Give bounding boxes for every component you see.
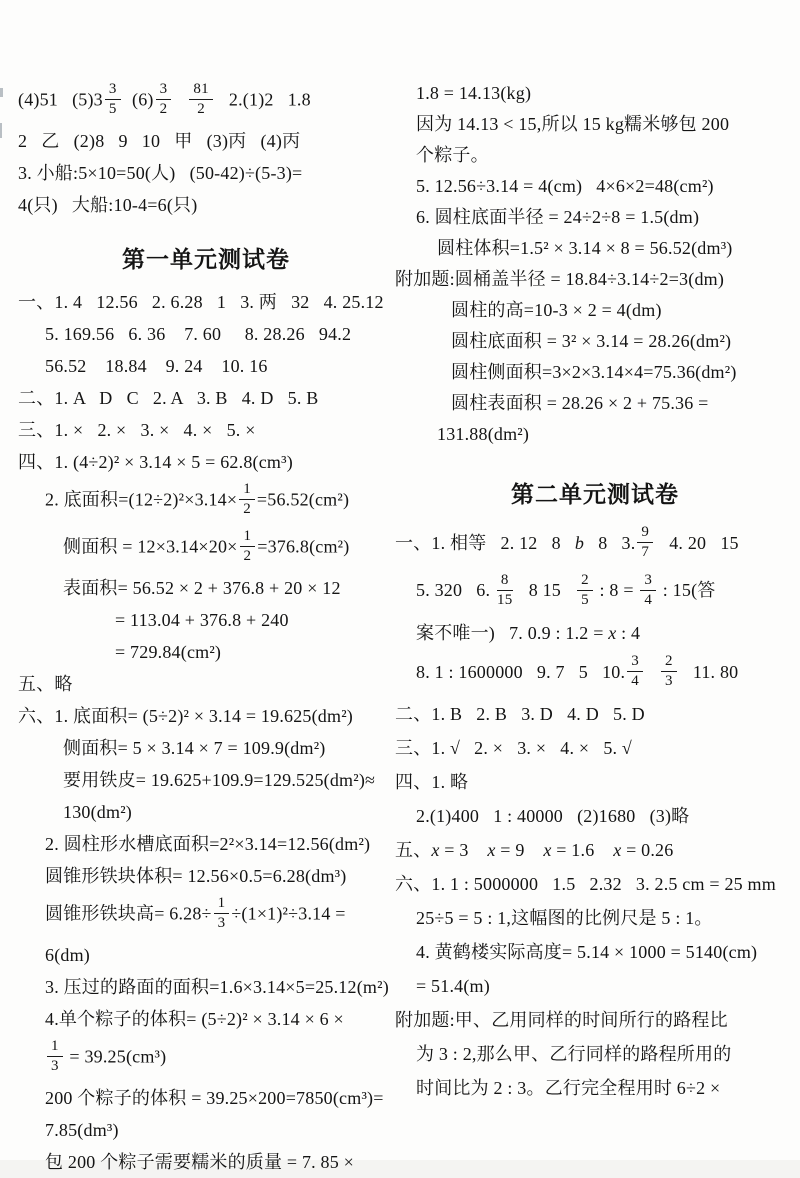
answer-text: 要用铁皮= 19.625+109.9=129.525(dm²)≈ — [63, 770, 376, 790]
answer-text: 4(只) 大船:10-4=6(只) — [18, 195, 198, 215]
answer-line — [15, 939, 397, 971]
answer-line — [395, 969, 795, 1003]
answer-text — [173, 90, 187, 110]
fraction — [637, 524, 653, 561]
fraction — [640, 572, 656, 609]
answer-text: 8 15 — [514, 580, 576, 601]
fraction-denominator: 4 — [631, 673, 639, 690]
fraction-denominator: 3 — [665, 673, 673, 690]
answer-text: 一、1. 4 12.56 2. 6.28 1 3. 两 32 4. 25.12 — [18, 292, 384, 312]
answer-text: 4. 20 15 — [655, 533, 739, 553]
answer-text: 三、1. × 2. × 3. × 4. × 5. × — [18, 420, 256, 440]
answer-text: 2 乙 (2)8 9 10 甲 (3)丙 (4)丙 — [18, 131, 301, 151]
answer-text: 200 个粽子的体积 = 39.25×200=7850(cm³)= — [45, 1088, 384, 1108]
section-heading: 第二单元测试卷 — [511, 482, 679, 507]
answer-line — [15, 764, 397, 796]
answer-line — [395, 521, 795, 568]
answer-line — [15, 318, 397, 350]
answer-line — [15, 414, 397, 446]
answer-text: 130(dm²) — [63, 802, 132, 822]
fraction — [47, 1038, 63, 1075]
fraction-numerator: 1 — [239, 481, 255, 500]
answer-block — [15, 286, 397, 1178]
answer-text: 3. 小船:5×10=50(人) (50-42)÷(5-3)= — [18, 163, 303, 183]
answer-block — [15, 78, 397, 221]
answer-text: 11. 80 — [678, 661, 739, 682]
answer-text: =56.52(cm²) — [256, 489, 350, 510]
answer-line — [395, 935, 795, 969]
answer-text: = 0.26 — [621, 840, 674, 861]
answer-line — [395, 295, 795, 326]
answer-text: 圆柱底面积 = 3² × 3.14 = 28.26(dm²) — [451, 331, 732, 351]
answer-text: = 39.25(cm³) — [64, 1046, 167, 1067]
answer-text: 8 3. — [584, 533, 636, 553]
answer-line — [395, 357, 795, 388]
fraction — [661, 653, 677, 690]
answer-text: 5. 12.56÷3.14 = 4(cm) 4×6×2=48(cm²) — [416, 176, 714, 196]
answer-text: 个粽子。 — [416, 145, 489, 165]
answer-text: 5. 320 6. — [416, 580, 495, 601]
answer-line — [15, 1146, 397, 1178]
answer-line — [15, 732, 397, 764]
answer-line — [15, 860, 397, 892]
fraction-denominator: 2 — [243, 548, 252, 564]
answer-text: 56.52 18.84 9. 24 10. 16 — [45, 356, 268, 376]
answer-text: 表面积= 56.52 × 2 + 376.8 + 20 × 12 — [63, 578, 341, 598]
answer-text: 为 3 : 2,那么甲、乙行同样的路程所用的 — [416, 1044, 732, 1065]
answer-text: 3. 压过的路面的面积=1.6×3.14×5=25.12(m²) — [45, 977, 389, 997]
fraction-numerator: 3 — [105, 81, 121, 100]
fraction-denominator: 4 — [644, 591, 653, 608]
answer-text: 一、1. 相等 2. 12 8 — [395, 533, 575, 553]
answer-text: 4. 黄鹤楼实际高度= 5.14 × 1000 = 5140(cm) — [416, 942, 758, 963]
answer-line — [15, 382, 397, 414]
answer-text: 圆锥形铁块高= 6.28÷ — [45, 903, 212, 924]
fraction-numerator: 1 — [240, 528, 256, 547]
answer-text: 二、1. A D C 2. A 3. B 4. D 5. B — [18, 388, 319, 408]
answer-line — [395, 616, 795, 650]
answer-text: 2. 底面积=(12÷2)²×3.14× — [45, 489, 238, 510]
answer-text: 五、略 — [18, 674, 73, 694]
fraction-numerator: 9 — [637, 524, 653, 543]
answer-line — [15, 971, 397, 1003]
answer-line — [395, 419, 795, 450]
answer-line — [15, 78, 397, 125]
answer-text: (4)51 (5)3 — [18, 89, 103, 110]
answer-block — [395, 521, 795, 1105]
answer-text: 131.88(dm²) — [437, 424, 530, 444]
math-variable: x — [487, 840, 496, 861]
answer-block — [395, 78, 795, 450]
right-column — [395, 0, 795, 1105]
left-column — [15, 0, 397, 1178]
answer-line — [395, 140, 795, 171]
answer-line — [15, 525, 397, 572]
fraction — [214, 895, 230, 932]
fraction-numerator: 3 — [627, 653, 643, 672]
answer-line — [15, 604, 397, 636]
fraction — [577, 572, 593, 609]
answer-text: 6. 圆柱底面半径 = 24÷2÷8 = 1.5(dm) — [416, 207, 700, 227]
answer-text: = 3 — [439, 840, 488, 861]
answer-text: 圆柱侧面积=3×2×3.14×4=75.36(dm²) — [451, 362, 737, 382]
fraction-numerator: 3 — [156, 81, 172, 100]
answer-text: 时间比为 2 : 3。乙行完全程用时 6÷2 × — [416, 1078, 721, 1099]
answer-text: 2.(1)2 1.8 — [214, 89, 311, 110]
answer-line — [15, 892, 397, 939]
answer-text: 25÷5 = 5 : 1,这幅图的比例尺是 5 : 1。 — [416, 908, 713, 929]
answer-line — [395, 568, 795, 615]
fraction-denominator: 3 — [217, 915, 226, 931]
answer-line — [15, 350, 397, 382]
math-variable: b — [574, 533, 585, 553]
answer-text: 附加题:圆桶盖半径 = 18.84÷3.14÷2=3(dm) — [395, 269, 725, 289]
answer-line — [395, 171, 795, 202]
answer-text: 圆锥形铁块体积= 12.56×0.5=6.28(dm³) — [45, 866, 347, 886]
fraction-numerator: 81 — [189, 81, 212, 100]
fraction — [240, 528, 256, 565]
answer-text: 圆柱体积=1.5² × 3.14 × 8 = 56.52(dm³) — [437, 238, 733, 258]
answer-text: 因为 14.13 < 15,所以 15 kg糯米够包 200 — [416, 114, 730, 134]
answer-line — [15, 478, 397, 525]
answer-line — [15, 668, 397, 700]
answer-text: ÷(1×1)²÷3.14 = — [231, 903, 346, 924]
fraction-denominator: 7 — [641, 544, 650, 561]
scan-edge-artifact — [0, 123, 2, 138]
fraction — [497, 572, 513, 609]
fraction-denominator: 5 — [108, 101, 117, 117]
scan-edge-artifact — [0, 88, 3, 97]
math-variable: x — [608, 622, 617, 643]
answer-line — [395, 697, 795, 731]
answer-line — [15, 700, 397, 732]
answer-text: 五、 — [395, 840, 432, 861]
fraction — [627, 653, 643, 690]
fraction-denominator: 15 — [497, 591, 513, 608]
answer-text: (6) — [122, 89, 154, 110]
answer-text: 二、1. B 2. B 3. D 4. D 5. D — [395, 704, 645, 725]
fraction-numerator: 1 — [214, 895, 230, 914]
answer-text: 六、1. 底面积= (5÷2)² × 3.14 = 19.625(dm²) — [18, 706, 354, 726]
answer-text: = 1.6 — [551, 840, 614, 861]
answer-line — [15, 572, 397, 604]
answer-text: : 8 = — [594, 580, 639, 601]
answer-line — [395, 1037, 795, 1071]
answer-line — [15, 796, 397, 828]
fraction-denominator: 3 — [51, 1058, 59, 1074]
fraction-numerator: 8 — [497, 572, 513, 591]
answer-line — [15, 1082, 397, 1114]
answer-line — [395, 867, 795, 901]
answer-line — [15, 446, 397, 478]
answer-text: 1.8 = 14.13(kg) — [416, 83, 532, 103]
fraction-numerator: 3 — [640, 572, 656, 591]
answer-line — [395, 264, 795, 295]
answer-text — [645, 662, 659, 682]
math-variable: x — [431, 840, 440, 861]
fraction — [105, 81, 121, 118]
answer-text: 5. 169.56 6. 36 7. 60 8. 28.26 94.2 — [45, 324, 352, 344]
answer-line — [395, 1071, 795, 1105]
answer-text: 侧面积= 5 × 3.14 × 7 = 109.9(dm²) — [63, 738, 326, 758]
answer-text: 附加题:甲、乙用同样的时间所行的路程比 — [395, 1010, 728, 1031]
fraction-denominator: 5 — [581, 591, 589, 608]
answer-text: 侧面积 = 12×3.14×20× — [63, 536, 238, 557]
math-variable: x — [543, 840, 552, 861]
answer-line — [395, 765, 795, 799]
answer-text: 圆柱表面积 = 28.26 × 2 + 75.36 = — [451, 393, 709, 413]
fraction-denominator: 2 — [243, 501, 251, 517]
answer-text: 包 200 个粽子需要糯米的质量 = 7. 85 × — [45, 1152, 355, 1172]
answer-line — [395, 109, 795, 140]
answer-text: 6(dm) — [45, 945, 90, 965]
answer-text: : 4 — [616, 622, 641, 643]
answer-text: = 729.84(cm²) — [115, 642, 222, 662]
answer-line — [395, 78, 795, 109]
fraction — [239, 481, 255, 518]
answer-text: 四、1. (4÷2)² × 3.14 × 5 = 62.8(cm³) — [18, 452, 293, 472]
answer-text: 案不唯一) 7. 0.9 : 1.2 = — [416, 622, 609, 643]
answer-text: = 113.04 + 376.8 + 240 — [115, 610, 289, 630]
fraction-numerator: 1 — [47, 1038, 63, 1057]
answer-line — [15, 189, 397, 221]
answer-line — [15, 125, 397, 157]
answer-line — [395, 731, 795, 765]
answer-line — [15, 1035, 397, 1082]
answer-line — [395, 388, 795, 419]
answer-text: =376.8(cm²) — [257, 536, 350, 557]
answer-line — [395, 202, 795, 233]
fraction-numerator: 2 — [661, 653, 677, 672]
answer-text: : 15(答 — [658, 580, 716, 601]
fraction-denominator: 2 — [197, 101, 205, 117]
answer-text: = 51.4(m) — [416, 976, 490, 997]
answer-line — [395, 326, 795, 357]
answer-text: 圆柱的高=10-3 × 2 = 4(dm) — [451, 300, 662, 320]
answer-line — [15, 636, 397, 668]
fraction — [189, 81, 212, 118]
answer-line — [395, 233, 795, 264]
section-heading: 第一单元测试卷 — [122, 247, 290, 272]
answer-text: 2.(1)400 1 : 40000 (2)1680 (3)略 — [416, 806, 690, 827]
answer-text: 8. 1 : 1600000 9. 7 5 10. — [416, 661, 626, 682]
answer-line — [395, 901, 795, 935]
answer-line — [15, 157, 397, 189]
answer-line — [15, 828, 397, 860]
answer-line — [395, 650, 795, 697]
answer-text: 四、1. 略 — [395, 772, 469, 793]
fraction — [156, 81, 172, 118]
fraction-numerator: 2 — [577, 572, 593, 591]
answer-line — [15, 1114, 397, 1146]
answer-text: 六、1. 1 : 5000000 1.5 2.32 3. 2.5 cm = 25 mm — [395, 874, 776, 895]
answer-text: = 9 — [495, 840, 544, 861]
answer-text: 三、1. √ 2. × 3. × 4. × 5. √ — [395, 738, 633, 759]
answer-text: 7.85(dm³) — [45, 1120, 119, 1140]
answer-line — [395, 799, 795, 833]
math-variable: x — [613, 840, 622, 861]
answer-line — [395, 1003, 795, 1037]
answer-line — [15, 286, 397, 318]
answer-text: 4.单个粽子的体积= (5÷2)² × 3.14 × 6 × — [45, 1009, 344, 1029]
fraction-denominator: 2 — [159, 101, 168, 117]
answer-line — [15, 1003, 397, 1035]
answer-text: 2. 圆柱形水槽底面积=2²×3.14=12.56(dm²) — [45, 834, 371, 854]
answer-line — [395, 833, 795, 867]
